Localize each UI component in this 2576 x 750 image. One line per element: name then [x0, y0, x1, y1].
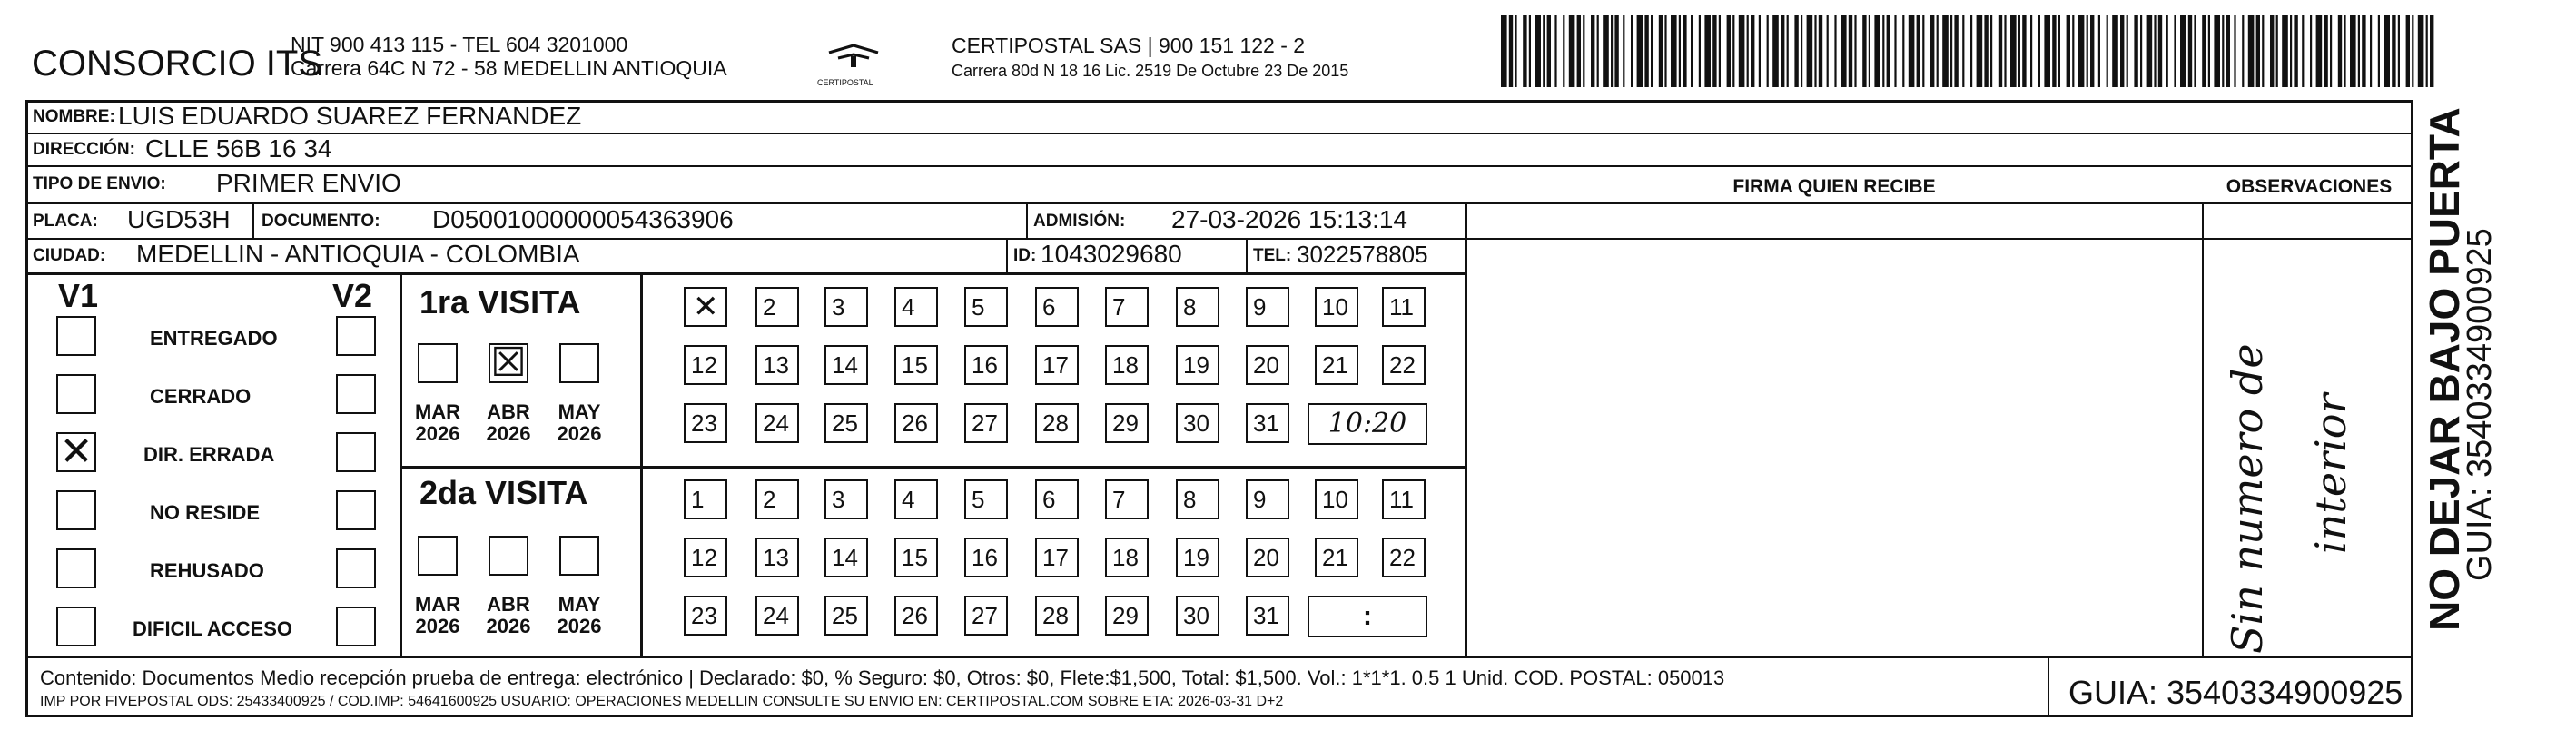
day-box[interactable]: 28: [1035, 403, 1079, 443]
day-box[interactable]: 6: [1035, 287, 1079, 327]
content-declaration: Contenido: Documentos Medio recepción prueba de entrega: electrónico | Declarado: $0, % Seguro: $0, Otros: $0, Flete:$1,500, Total: $1,500. Vol.: 1*1*1. 0.5 1 Unid. COD. POSTAL: 050013: [40, 666, 1725, 689]
day-box[interactable]: ✕: [684, 287, 727, 327]
recipient-address: CLLE 56B 16 34: [145, 134, 332, 163]
day-box[interactable]: 20: [1246, 538, 1289, 577]
day-box[interactable]: 30: [1176, 596, 1219, 636]
day-box[interactable]: 18: [1105, 345, 1149, 385]
visit-time-box[interactable]: :: [1308, 596, 1427, 637]
check-mark-icon: ☒: [490, 340, 527, 386]
day-box[interactable]: 9: [1246, 287, 1289, 327]
barcode: [1501, 15, 2436, 87]
month-year: 2026: [415, 615, 460, 637]
month-name: MAY: [558, 593, 601, 616]
city-label: CIUDAD:: [33, 246, 106, 265]
day-box[interactable]: 10: [1315, 479, 1358, 519]
name-label: NOMBRE:: [33, 107, 115, 126]
month-name: MAY: [558, 400, 601, 423]
day-box[interactable]: 15: [894, 345, 938, 385]
check-mark-icon: ✕: [59, 429, 94, 475]
day-box[interactable]: 27: [964, 596, 1008, 636]
side-warning: NO DEJAR BAJO PUERTA: [2421, 107, 2468, 631]
day-box[interactable]: 31: [1246, 403, 1289, 443]
city-value: MEDELLIN - ANTIOQUIA - COLOMBIA: [136, 240, 580, 268]
day-box[interactable]: 29: [1105, 596, 1149, 636]
status-label: CERRADO: [150, 385, 252, 408]
month-year: 2026: [557, 615, 602, 637]
status-v2-checkbox[interactable]: [336, 607, 376, 646]
month-name: ABR: [487, 400, 530, 423]
document-value: D05001000000054363906: [432, 205, 734, 233]
day-box[interactable]: 18: [1105, 538, 1149, 577]
observation-note-line1: Sin numero de: [2223, 343, 2272, 654]
day-box[interactable]: 22: [1382, 538, 1426, 577]
company-nit: NIT 900 413 115 - TEL 604 3201000: [291, 33, 628, 56]
day-box[interactable]: 25: [824, 403, 868, 443]
status-v2-checkbox[interactable]: [336, 374, 376, 414]
month-label: [412, 594, 463, 637]
day-box[interactable]: 12: [684, 345, 727, 385]
day-box[interactable]: 30: [1176, 403, 1219, 443]
day-box[interactable]: 27: [964, 403, 1008, 443]
status-label: ENTREGADO: [150, 327, 278, 350]
company-info: [291, 33, 727, 80]
tel-value: 3022578805: [1297, 241, 1428, 268]
day-box[interactable]: 22: [1382, 345, 1426, 385]
logo-caption: CERTIPOSTAL: [817, 78, 873, 87]
plate-value: UGD53H: [127, 205, 231, 233]
v2-label: V2: [332, 277, 373, 314]
day-box[interactable]: 8: [1176, 287, 1219, 327]
day-box[interactable]: 3: [824, 479, 868, 519]
day-box[interactable]: 5: [964, 287, 1008, 327]
day-box[interactable]: 28: [1035, 596, 1079, 636]
day-box[interactable]: 25: [824, 596, 868, 636]
status-v1-checkbox[interactable]: [56, 490, 96, 530]
day-box[interactable]: 11: [1382, 479, 1426, 519]
status-label: DIR. ERRADA: [143, 443, 275, 466]
day-box[interactable]: 14: [824, 538, 868, 577]
day-box[interactable]: 7: [1105, 287, 1149, 327]
day-box[interactable]: 17: [1035, 345, 1079, 385]
day-box[interactable]: 26: [894, 403, 938, 443]
certipostal-logo-icon: [822, 36, 885, 82]
month-checkbox-mar[interactable]: [418, 536, 458, 576]
month-name: MAR: [414, 400, 461, 423]
month-checkbox-abr[interactable]: [489, 536, 528, 576]
document-label: DOCUMENTO:: [262, 212, 380, 231]
day-box[interactable]: 7: [1105, 479, 1149, 519]
observation-note-line2: interior: [2306, 393, 2355, 554]
day-box[interactable]: 13: [755, 538, 799, 577]
day-box[interactable]: 24: [755, 596, 799, 636]
day-box[interactable]: 21: [1315, 345, 1358, 385]
address-label: DIRECCIÓN:: [33, 140, 135, 159]
month-name: ABR: [487, 593, 530, 616]
day-box[interactable]: 6: [1035, 479, 1079, 519]
status-v1-checkbox[interactable]: [56, 316, 96, 356]
day-box[interactable]: 13: [755, 345, 799, 385]
day-box[interactable]: 15: [894, 538, 938, 577]
month-checkbox-may[interactable]: [559, 343, 599, 383]
side-guide-number: GUIA: 3540334900925: [2461, 228, 2499, 581]
day-box[interactable]: 11: [1382, 287, 1426, 327]
guide-number: GUIA: 3540334900925: [2068, 674, 2403, 711]
status-v1-checkbox[interactable]: [56, 607, 96, 646]
month-checkbox-may[interactable]: [559, 536, 599, 576]
month-label: [412, 401, 463, 445]
observations-section-title: OBSERVACIONES: [2226, 176, 2393, 197]
day-box[interactable]: 14: [824, 345, 868, 385]
admission-value: 27-03-2026 15:13:14: [1171, 205, 1407, 233]
status-v2-checkbox[interactable]: [336, 316, 376, 356]
day-box[interactable]: 31: [1246, 596, 1289, 636]
month-label: [554, 594, 605, 637]
month-year: 2026: [486, 422, 531, 445]
day-box[interactable]: 29: [1105, 403, 1149, 443]
signature-section-title: FIRMA QUIEN RECIBE: [1732, 176, 1936, 197]
status-v1-checkbox[interactable]: [56, 429, 96, 475]
status-label: NO RESIDE: [150, 501, 261, 524]
day-box[interactable]: 23: [684, 596, 727, 636]
day-box[interactable]: 8: [1176, 479, 1219, 519]
month-label: [483, 594, 534, 637]
day-box[interactable]: 4: [894, 479, 938, 519]
month-year: 2026: [557, 422, 602, 445]
visit-time-box[interactable]: 10:20: [1308, 403, 1427, 445]
certipostal-nit: CERTIPOSTAL SAS | 900 151 122 - 2: [952, 34, 1306, 57]
status-v2-checkbox[interactable]: [336, 548, 376, 588]
day-box[interactable]: 3: [824, 287, 868, 327]
day-box[interactable]: 1: [684, 479, 727, 519]
day-box[interactable]: 9: [1246, 479, 1289, 519]
tel-label: TEL:: [1253, 246, 1292, 265]
month-checkbox-mar[interactable]: [418, 343, 458, 383]
day-box[interactable]: 16: [964, 538, 1008, 577]
id-value: 1043029680: [1041, 240, 1182, 268]
day-box[interactable]: 4: [894, 287, 938, 327]
day-box[interactable]: 2: [755, 287, 799, 327]
day-box[interactable]: 2: [755, 479, 799, 519]
status-v2-checkbox[interactable]: [336, 432, 376, 472]
status-label: DIFICIL ACCESO: [133, 617, 293, 640]
status-v2-checkbox[interactable]: [336, 490, 376, 530]
shipment-type: PRIMER ENVIO: [216, 169, 401, 197]
day-box[interactable]: 19: [1176, 538, 1219, 577]
day-box[interactable]: 21: [1315, 538, 1358, 577]
second-visit-title: 2da VISITA: [419, 474, 588, 511]
month-checkbox-abr[interactable]: [489, 340, 528, 386]
company-address: Carrera 64C N 72 - 58 MEDELLIN ANTIOQUIA: [291, 56, 727, 80]
status-v1-checkbox[interactable]: [56, 548, 96, 588]
certipostal-info: [952, 33, 1348, 84]
shipment-type-label: TIPO DE ENVIO:: [33, 174, 166, 193]
day-box[interactable]: 12: [684, 538, 727, 577]
certipostal-license: Carrera 80d N 18 16 Lic. 2519 De Octubre 23 De 2015: [952, 62, 1349, 80]
v1-label: V1: [58, 277, 99, 314]
month-label: [483, 401, 534, 445]
month-name: MAR: [414, 593, 461, 616]
admission-label: ADMISIÓN:: [1033, 212, 1126, 231]
status-label: REHUSADO: [150, 559, 264, 582]
day-box[interactable]: 10: [1315, 287, 1358, 327]
print-info: IMP POR FIVEPOSTAL ODS: 25433400925 / COD.IMP: 54641600925 USUARIO: OPERACIONES MEDELLIN CONSULTE SU ENVIO EN: CERTIPOSTAL.COM SOBRE ETA: 2026-03-31 D+2: [40, 694, 1284, 709]
month-year: 2026: [415, 422, 460, 445]
day-box[interactable]: 20: [1246, 345, 1289, 385]
day-box[interactable]: 19: [1176, 345, 1219, 385]
plate-label: PLACA:: [33, 212, 98, 231]
id-label: ID:: [1013, 246, 1037, 265]
day-box[interactable]: 24: [755, 403, 799, 443]
first-visit-title: 1ra VISITA: [419, 283, 581, 321]
company-name: CONSORCIO ITS: [32, 44, 323, 84]
day-box[interactable]: 16: [964, 345, 1008, 385]
month-year: 2026: [486, 615, 531, 637]
day-box[interactable]: 17: [1035, 538, 1079, 577]
month-label: [554, 401, 605, 445]
status-v1-checkbox[interactable]: [56, 374, 96, 414]
day-box[interactable]: 5: [964, 479, 1008, 519]
recipient-name: LUIS EDUARDO SUAREZ FERNANDEZ: [118, 102, 582, 130]
day-box[interactable]: 23: [684, 403, 727, 443]
day-box[interactable]: 26: [894, 596, 938, 636]
